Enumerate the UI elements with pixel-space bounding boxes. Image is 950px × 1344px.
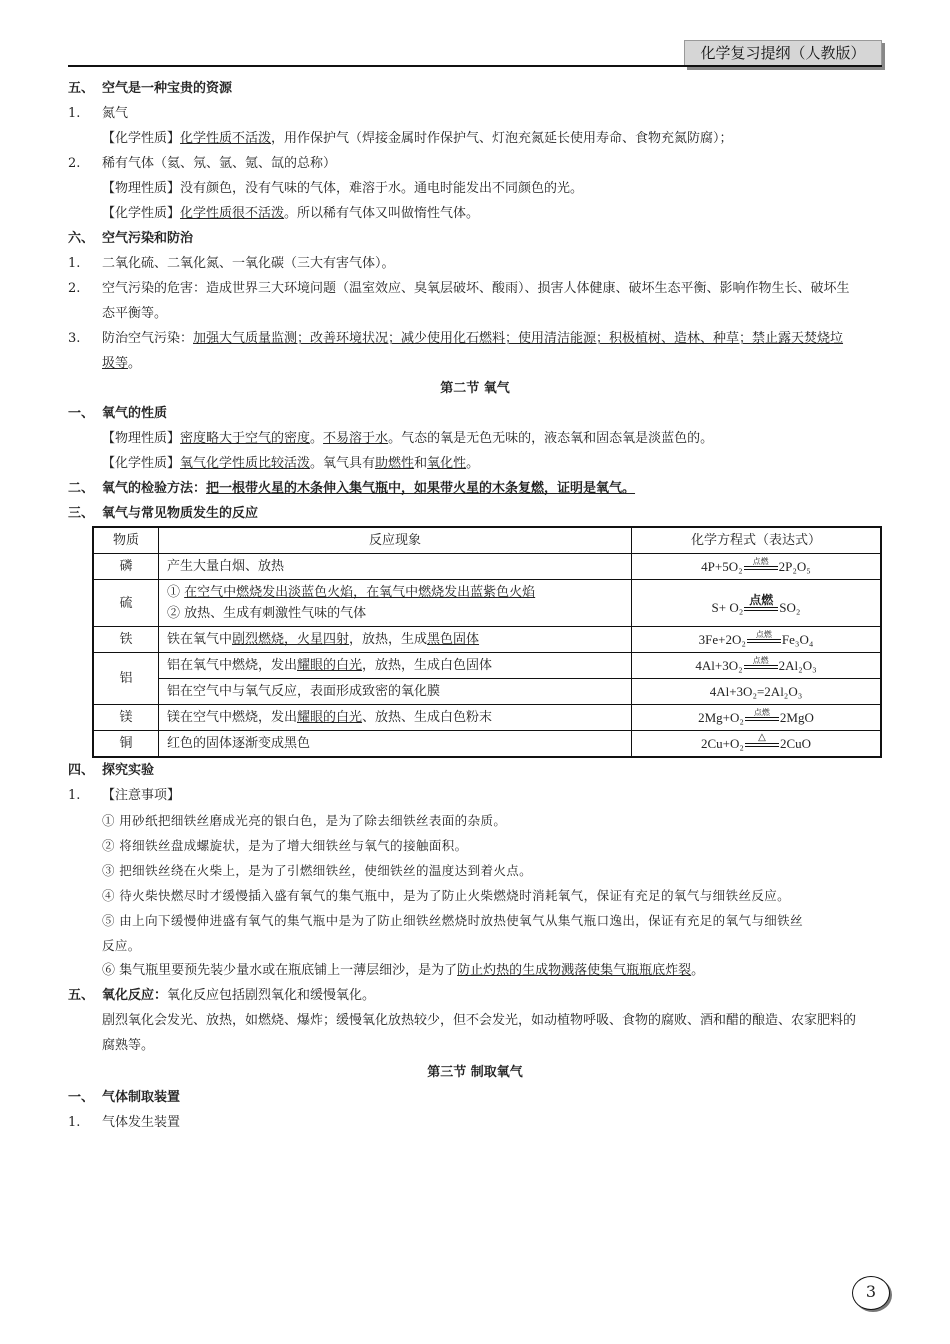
equation-cell: 4Al+3O₂=2Al₂O₃ [632, 679, 882, 705]
substance-cell: 硫 [93, 580, 159, 627]
phenomenon-cell: 红色的固体逐渐变成黑色 [159, 731, 632, 758]
section-heading: 六、 空气污染和防治 [68, 231, 194, 246]
equation-cell: 4Al+3O₂ 点燃 2Al₂O₃ [632, 653, 882, 679]
note-item: ① 用砂纸把细铁丝磨成光亮的银白色，是为了除去细铁丝表面的杂质。 [102, 813, 507, 828]
substance-cell: 镁 [93, 705, 159, 731]
list-item: 1. 气体发生装置 [68, 1115, 181, 1130]
table-row [93, 554, 881, 580]
paragraph: 剧烈氧化会发光、放热，如燃烧、爆炸；缓慢氧化放热较少，但不会发光，如动植物呼吸、食物的腐败、酒和醋的酿造、农家肥料的 [102, 1013, 857, 1028]
table-row [93, 731, 881, 758]
property-line: 【物理性质】没有颜色，没有气味的气体，难溶于水。通电时能发出不同颜色的光。 [102, 181, 584, 196]
list-item-continued: 圾等。 [102, 356, 142, 371]
property-line: 【物理性质】密度略大于空气的密度。不易溶于水。气态的氧是无色无味的，液态氧和固态氧是淡蓝色的。 [102, 431, 714, 446]
section-title: 第二节 氧气 [440, 381, 510, 396]
section-heading: 二、 氧气的检验方法：把一根带火星的木条伸入集气瓶中，如果带火星的木条复燃，证明是氧气。 [68, 481, 636, 496]
page-content [68, 76, 882, 1135]
substance-cell: 磷 [93, 554, 159, 580]
substance-cell: 铝 [93, 653, 159, 705]
phenomenon-cell: 铁在氧气中剧烈燃烧，火星四射，放热，生成黑色固体 [159, 627, 632, 653]
equation-cell: 3Fe+2O₂ 点燃 Fe₃O₄ [632, 627, 882, 653]
phenomenon-cell: 铝在空气中与氧气反应，表面形成致密的氧化膜 [159, 679, 632, 705]
section-title: 第三节 制取氧气 [427, 1065, 523, 1080]
list-item: 2. 稀有气体（氦、氖、氩、氪、氙的总称） [68, 156, 337, 171]
phenomenon-cell: 镁在空气中燃烧，发出耀眼的白光、放热、生成白色粉末 [159, 705, 632, 731]
page-number: 3 [852, 1276, 890, 1310]
substance-cell: 铁 [93, 627, 159, 653]
phenomenon-cell: 产生大量白烟、放热 [159, 554, 632, 580]
table-row [93, 705, 881, 731]
section-heading: 一、 气体制取装置 [68, 1090, 181, 1105]
list-item-continued: 态平衡等。 [102, 306, 168, 321]
section-heading: 四、 探究实验 [68, 763, 155, 778]
table-row [93, 679, 881, 705]
table-row [93, 580, 881, 627]
property-line: 【化学性质】氧气化学性质比较活泼。氧气具有助燃性和氧化性。 [102, 456, 480, 471]
list-item: 1. 二氧化硫、二氧化氮、一氧化碳（三大有害气体）。 [68, 256, 395, 271]
note-item: ④ 待火柴快燃尽时才缓慢插入盛有氧气的集气瓶中，是为了防止火柴燃烧时消耗氧气，保证有充足的氧气与细铁丝反应。 [102, 888, 791, 903]
table-header-row [93, 527, 881, 554]
equation-cell: S+ O₂ 点燃 SO₂ [632, 580, 882, 627]
note-item: ③ 把细铁丝绕在火柴上，是为了引燃细铁丝，使细铁丝的温度达到着火点。 [102, 863, 533, 878]
paragraph-continued: 腐熟等。 [102, 1038, 155, 1053]
note-item: ② 将细铁丝盘成螺旋状，是为了增大细铁丝与氧气的接触面积。 [102, 838, 468, 853]
table-row [93, 627, 881, 653]
note-item: ⑤ 由上向下缓慢伸进盛有氧气的集气瓶中是为了防止细铁丝燃烧时放热使氧气从集气瓶口逸出，保证有充足的氧气与细铁丝 [102, 913, 803, 928]
header-title: 化学复习提纲（人教版） [684, 40, 882, 67]
phenomenon-cell: 铝在氧气中燃烧，发出耀眼的白光，放热，生成白色固体 [159, 653, 632, 679]
column-header: 物质 [93, 527, 159, 554]
property-line: 【化学性质】化学性质不活泼，用作保护气（焊接金属时作保护气、灯泡充氮延长使用寿命、食物充氮防腐）； [102, 131, 733, 146]
section-heading: 三、 氧气与常见物质发生的反应 [68, 506, 259, 521]
substance-cell: 铜 [93, 731, 159, 758]
equation-cell: 2Mg+O₂ 点燃 2MgO [632, 705, 882, 731]
reaction-table [92, 526, 882, 758]
equation-cell: 4P+5O₂ 点燃 2P₂O₅ [632, 554, 882, 580]
property-line: 【化学性质】化学性质很不活泼。所以稀有气体又叫做惰性气体。 [102, 206, 480, 221]
phenomenon-cell: ① 在空气中燃烧发出淡蓝色火焰，在氧气中燃烧发出蓝紫色火焰 ② 放热、生成有刺激性气味的气体 [159, 580, 632, 627]
note-item: ⑥ 集气瓶里要预先装少量水或在瓶底铺上一薄层细沙，是为了防止灼热的生成物溅落使集气瓶瓶底炸裂。 [102, 963, 705, 978]
section-heading: 五、 空气是一种宝贵的资源 [68, 81, 233, 96]
note-item-continued: 反应。 [102, 938, 141, 953]
column-header: 化学方程式（表达式） [632, 527, 882, 554]
list-item: 1. 【注意事项】 [68, 788, 181, 803]
section-heading: 五、 氧化反应：氧化反应包括剧烈氧化和缓慢氧化。 [68, 988, 376, 1003]
list-item: 3. 防治空气污染：加强大气质量监测；改善环境状况；减少使用化石燃料；使用清洁能源；积极植树、造林、种草；禁止露天焚烧垃 [68, 331, 844, 346]
header-rule [68, 65, 882, 67]
table-row [93, 653, 881, 679]
list-item: 2. 空气污染的危害：造成世界三大环境问题（温室效应、臭氧层破坏、酸雨）、损害人体健康、破坏生态平衡、影响作物生长、破坏生 [68, 281, 850, 296]
equation-cell: 2Cu+O₂ △ 2CuO [632, 731, 882, 758]
column-header: 反应现象 [159, 527, 632, 554]
section-heading: 一、 氧气的性质 [68, 406, 168, 421]
list-item: 1. 氮气 [68, 106, 129, 121]
